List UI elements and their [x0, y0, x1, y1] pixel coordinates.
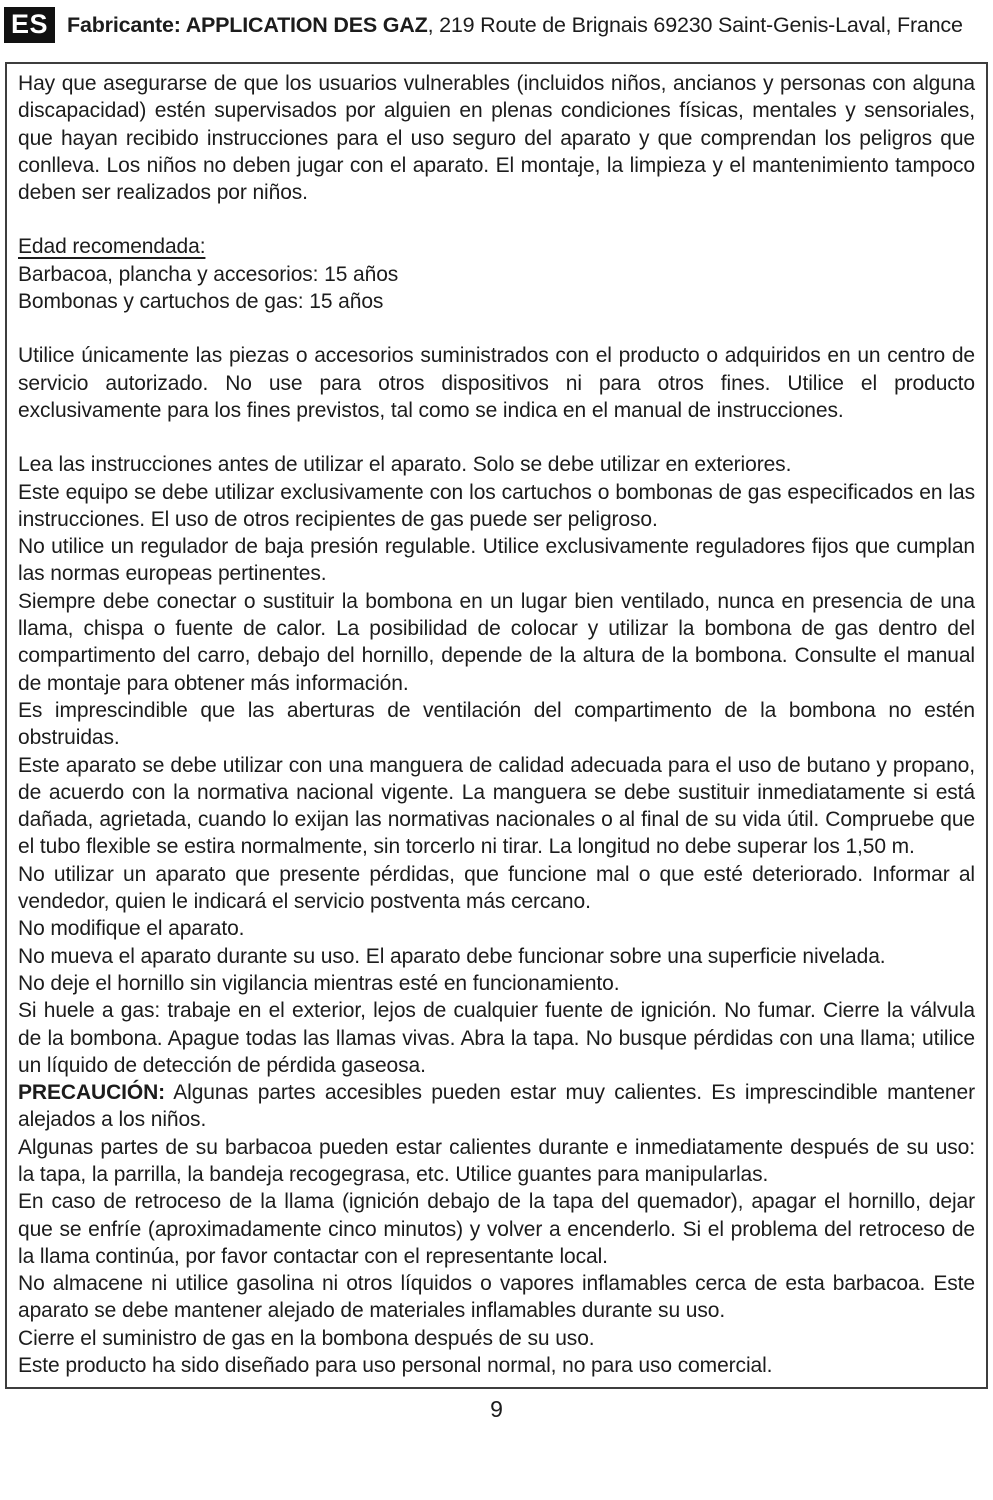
paragraph: Este equipo se debe utilizar exclusivamente con los cartuchos o bombonas de gas especificados en las instrucciones. El uso de otros recipientes de gas puede ser peligroso.	[18, 480, 975, 531]
manufacturer-line	[67, 13, 963, 38]
paragraph: No almacene ni utilice gasolina ni otros líquidos o vapores inflamables cerca de esta barbacoa. Este aparato se debe mantener alejado de materiales inflamables durante su uso.	[18, 1272, 975, 1323]
paragraph: No mueva el aparato durante su uso. El aparato debe funcionar sobre una superficie nivelada.	[18, 944, 886, 968]
paragraph-spacer	[18, 206, 975, 233]
paragraph: Siempre debe conectar o sustituir la bombona en un lugar bien ventilado, nunca en presencia de una llama, chispa o fuente de calor. La posibilidad de colocar y utilizar la bombona de gas dentro del compartimento del carro, debajo del hornillo, depende de la altura de la bombona. Consulte el manual de montaje para obtener más información.	[18, 589, 975, 695]
paragraph: Utilice únicamente las piezas o accesorios suministrados con el producto o adquiridos en un centro de servicio autorizado. No use para otros dispositivos ni para otros fines. Utilice el producto exclusivamente para los fines previstos, tal como se indica en el manual de instrucciones.	[18, 344, 975, 422]
paragraph: Si huele a gas: trabaje en el exterior, lejos de cualquier fuente de ignición. No fumar. Cierre la válvula de la bombona. Apague todas las llamas vivas. Abra la tapa. No busque pérdidas con una llama; utilice un líquido de detección de pérdida gaseosa.	[18, 999, 975, 1077]
paragraph: No deje el hornillo sin vigilancia mientras esté en funcionamiento.	[18, 971, 620, 995]
page-number: 9	[490, 1396, 503, 1423]
paragraph: Bombonas y cartuchos de gas: 15 años	[18, 290, 384, 314]
manufacturer-name: Fabricante: APPLICATION DES GAZ	[67, 12, 428, 37]
paragraph: PRECAUCIÓN: Algunas partes accesibles pueden estar muy calientes. Es imprescindible mantener alejados a los niños.	[18, 1081, 975, 1132]
paragraph: En caso de retroceso de la llama (ignición debajo de la tapa del quemador), apagar el hornillo, dejar que se enfríe (aproximadamente cinco minutos) y volver a encenderlo. Si el problema del retroceso de la llama continúa, por favor contactar con el representante local.	[18, 1190, 975, 1268]
paragraph-spacer	[18, 315, 975, 342]
paragraph: No utilice un regulador de baja presión regulable. Utilice exclusivamente reguladores fijos que cumplan las normas europeas pertinentes.	[18, 535, 975, 586]
manufacturer-address: , 219 Route de Brignais 69230 Saint-Genis-Laval, France	[427, 12, 963, 37]
safety-instructions-box	[5, 62, 988, 1389]
paragraph: Barbacoa, plancha y accesorios: 15 años	[18, 262, 399, 286]
paragraph: Hay que asegurarse de que los usuarios vulnerables (incluidos niños, ancianos y personas con alguna discapacidad) estén supervisados por alguien en plenas condiciones físicas, mentales y sensoriales, que hayan recibido instrucciones para el uso seguro del aparato y que comprendan los peligros que conlleva. Los niños no deben jugar con el aparato. El montaje, la limpieza y el mantenimiento tampoco deben ser realizados por niños.	[18, 72, 975, 205]
paragraph: No utilizar un aparato que presente pérdidas, que funcione mal o que esté deteriorado. Informar al vendedor, quien le indicará el servicio postventa más cercano.	[18, 862, 975, 914]
language-badge: ES	[4, 7, 55, 43]
page-header	[0, 0, 993, 46]
paragraph: Es imprescindible que las aberturas de ventilación del compartimento de la bombona no estén obstruidas.	[18, 698, 975, 750]
caution-label: PRECAUCIÓN:	[18, 1081, 166, 1105]
section-heading: Edad recomendada:	[18, 235, 206, 259]
paragraph: Lea las instrucciones antes de utilizar el aparato. Solo se debe utilizar en exteriores.	[18, 453, 792, 477]
paragraph: No modifique el aparato.	[18, 917, 245, 941]
paragraph: Algunas partes de su barbacoa pueden estar calientes durante e inmediatamente después de su uso: la tapa, la parrilla, la bandeja recogegrasa, etc. Utilice guantes para manipularlas.	[18, 1135, 975, 1186]
paragraph-spacer	[18, 424, 975, 451]
paragraph: Este producto ha sido diseñado para uso personal normal, no para uso comercial.	[18, 1354, 773, 1378]
paragraph: Este aparato se debe utilizar con una manguera de calidad adecuada para el uso de butano y propano, de acuerdo con la normativa nacional vigente. La manguera se debe sustituir inmediatamente si está dañada, agrietada, cuando lo exijan las normativas nacionales o al final de su vida útil. Compruebe que el tubo flexible se estira normalmente, sin torcerlo ni tirar. La longitud no debe superar los 1,50 m.	[18, 753, 975, 859]
paragraph: Cierre el suministro de gas en la bombona después de su uso.	[18, 1326, 595, 1350]
